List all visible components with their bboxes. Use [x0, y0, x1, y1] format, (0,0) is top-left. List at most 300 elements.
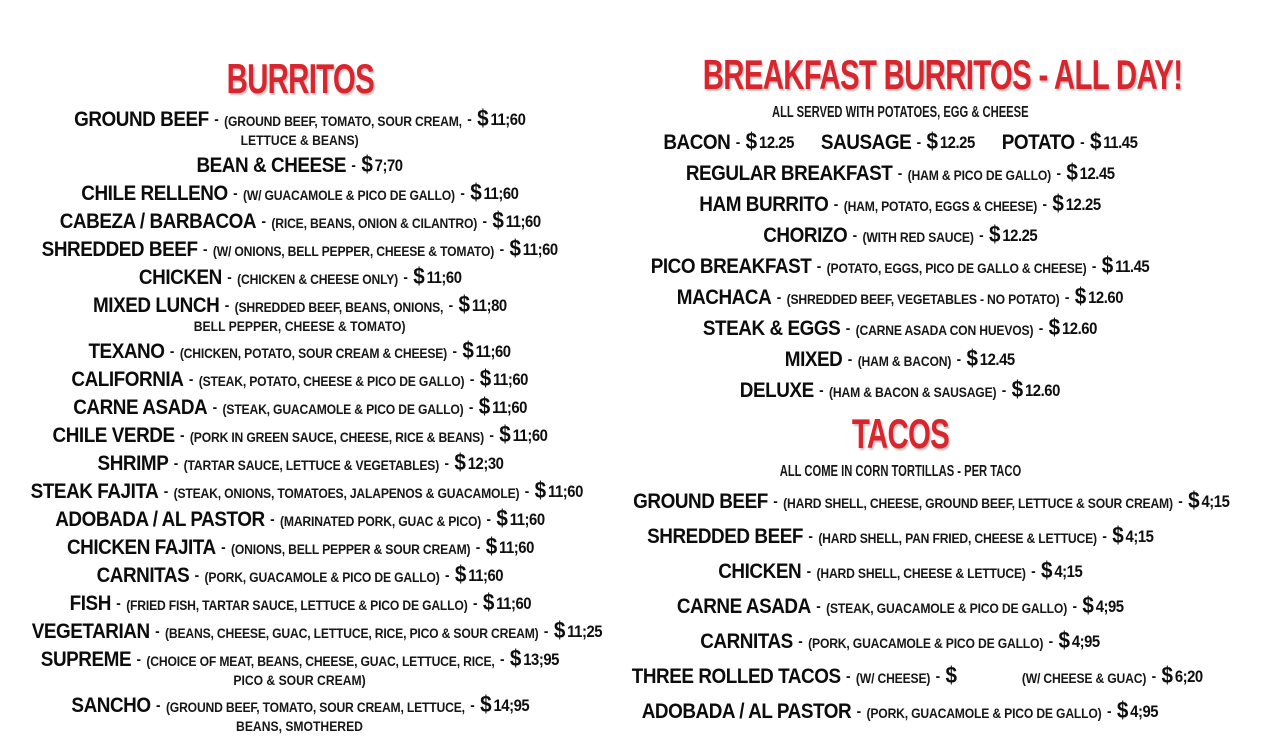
item-name: ADOBADA / AL PASTOR — [55, 508, 265, 531]
separator-dash: - — [448, 297, 454, 314]
menu-item — [600, 283, 1200, 310]
separator-dash: - — [170, 343, 175, 360]
separator-dash: - — [224, 297, 230, 314]
item-price: 14;95 — [493, 697, 529, 715]
separator-dash: - — [460, 185, 465, 202]
menu-item — [600, 487, 1230, 514]
item-price: 4;95 — [1095, 598, 1124, 616]
item-name: HAM BURRITO — [699, 193, 829, 216]
item-price-block — [510, 645, 560, 671]
item-description: (HAM & PICO DE GALLO) — [907, 168, 1051, 183]
separator-dash: - — [220, 539, 226, 556]
item-price-block — [509, 235, 559, 261]
item-description-continuation — [0, 318, 600, 336]
separator-dash: - — [270, 511, 275, 528]
separator-dash: - — [472, 595, 478, 612]
menu-item-line — [81, 179, 519, 206]
item-price-block — [1058, 627, 1100, 653]
dollar-sign: $ — [510, 645, 522, 671]
dollar-sign: $ — [1066, 159, 1078, 185]
item-price: 11;60 — [426, 269, 462, 287]
menu-item — [0, 477, 600, 504]
separator-dash: - — [203, 241, 208, 258]
separator-dash: - — [351, 157, 357, 174]
separator-dash: - — [475, 539, 480, 556]
item-description: (PORK, GUACAMOLE & PICO DE GALLO) — [204, 570, 440, 585]
item-name: GROUND BEEF — [633, 490, 768, 513]
menu-item — [600, 376, 1200, 403]
dollar-sign: $ — [745, 128, 757, 154]
item-price-block — [553, 617, 603, 643]
item-description: (STEAK, ONIONS, TOMATOES, JALAPENOS & GUACAMOLE) — [173, 486, 520, 501]
dollar-sign: $ — [478, 393, 491, 419]
item-description-continuation-text: LETTUCE & BEANS) — [240, 133, 360, 148]
dollar-sign: $ — [453, 449, 466, 475]
item-description: (RICE, BEANS, ONION & CILANTRO) — [271, 216, 477, 231]
item-price-block — [966, 345, 1015, 371]
item-price: 11;60 — [490, 111, 526, 129]
separator-dash: - — [227, 269, 232, 286]
menu-item-line — [676, 592, 1124, 619]
item-price: 11;25 — [567, 623, 603, 641]
item-description: (PORK IN GREEN SAUCE, CHEESE, RICE & BEANS) — [189, 430, 484, 445]
dollar-sign: $ — [553, 617, 566, 643]
item-price: 11;60 — [547, 483, 583, 501]
menu-item — [600, 252, 1200, 279]
separator-dash: - — [173, 455, 178, 472]
separator-dash: - — [816, 598, 821, 615]
dollar-sign: $ — [1048, 314, 1061, 340]
item-name: REGULAR BREAKFAST — [685, 162, 893, 185]
separator-dash: - — [1178, 493, 1183, 510]
menu-item — [600, 592, 1200, 619]
item-description: (SHREDDED BEEF, VEGETABLES - NO POTATO) — [786, 292, 1060, 307]
separator-dash: - — [1107, 703, 1112, 720]
separator-dash: - — [233, 185, 238, 202]
item-name: VEGETARIAN — [31, 620, 150, 643]
dollar-sign: $ — [1058, 627, 1071, 653]
dollar-sign: $ — [499, 421, 511, 447]
breakfast-and-tacos-column — [600, 0, 1230, 723]
separator-dash: - — [773, 493, 778, 510]
separator-dash: - — [486, 511, 492, 528]
separator-dash: - — [956, 351, 962, 368]
item-price: 4;15 — [1125, 528, 1154, 546]
separator-dash: - — [489, 427, 494, 444]
item-description: (HAM, POTATO, EGGS & CHEESE) — [843, 199, 1038, 214]
item-name: ADOBADA / AL PASTOR — [641, 700, 852, 723]
menu-item — [0, 617, 603, 644]
item-name: PICO BREAKFAST — [650, 255, 812, 278]
item-description-continuation-text: BELL PEPPER, CHEESE & TOMATO) — [194, 319, 406, 334]
separator-dash: - — [935, 668, 941, 685]
item-price: 11;60 — [476, 343, 512, 361]
item-price-block — [1101, 252, 1150, 278]
item-price-block — [1188, 487, 1230, 513]
item-price-block — [478, 393, 527, 419]
menu-item — [0, 449, 600, 476]
item-description-continuation — [0, 672, 600, 690]
item-description: (ONIONS, BELL PEPPER & SOUR CREAM) — [230, 542, 470, 557]
item-name: CHICKEN — [717, 560, 801, 583]
menu-item — [600, 557, 1200, 584]
separator-dash: - — [443, 455, 449, 472]
item-description: (FRIED FISH, TARTAR SAUCE, LETTUCE & PICO DE GALLO) — [125, 598, 468, 613]
item-description: (HARD SHELL, CHEESE & LETTUCE) — [816, 566, 1026, 581]
item-price-block — [470, 179, 519, 205]
burritos-section-title: BURRITOS — [226, 55, 374, 102]
dollar-sign: $ — [1089, 128, 1102, 154]
dollar-sign: $ — [1040, 557, 1053, 583]
separator-dash: - — [524, 483, 530, 500]
menu-item-line — [649, 128, 1150, 155]
item-name: CARNITAS — [96, 564, 190, 587]
item-price-block — [413, 263, 462, 289]
menu-item-line — [74, 105, 526, 132]
item-price: 11;60 — [483, 185, 519, 203]
dollar-sign: $ — [509, 235, 522, 261]
item-name: MACHACA — [676, 286, 772, 309]
item-price-block — [1074, 283, 1124, 309]
menu-item — [0, 291, 600, 336]
separator-dash: - — [833, 196, 839, 213]
separator-dash: - — [1102, 528, 1107, 545]
menu-item — [0, 235, 600, 262]
item-price-block — [361, 151, 404, 177]
item-price: 11;60 — [505, 213, 541, 231]
separator-dash: - — [470, 371, 475, 388]
item-price-block — [477, 105, 526, 131]
dollar-sign: $ — [1101, 252, 1114, 278]
separator-dash: - — [845, 320, 851, 337]
separator-dash: - — [403, 269, 408, 286]
item-price-block — [479, 691, 529, 717]
separator-dash: - — [180, 427, 185, 444]
menu-item-line — [631, 662, 1203, 689]
inline-menu-item — [662, 128, 794, 154]
item-name: STEAK & EGGS — [702, 317, 841, 340]
menu-item — [0, 393, 600, 420]
separator-dash: - — [452, 343, 458, 360]
item-price-block — [745, 128, 794, 154]
dollar-sign: $ — [479, 691, 492, 717]
item-price-block — [496, 505, 545, 531]
item-price: 11;80 — [471, 297, 507, 315]
menu-item — [0, 151, 600, 178]
menu-item-line — [31, 617, 603, 644]
item-price: 12.60 — [1088, 289, 1124, 307]
item-description: (W/ GUACAMOLE & PICO DE GALLO) — [243, 188, 456, 203]
item-name: SAUSAGE — [820, 131, 911, 154]
item-price: 7;70 — [375, 157, 404, 175]
menu-item-line — [41, 235, 559, 262]
item-price: 12.25 — [1002, 227, 1038, 245]
item-price-block — [1011, 376, 1061, 402]
dollar-sign: $ — [1011, 376, 1024, 402]
menu-item — [0, 533, 600, 560]
item-price-block — [1161, 662, 1203, 688]
item-price: 11;60 — [468, 567, 504, 585]
item-description: (CHOICE OF MEAT, BEANS, CHEESE, GUAC, LETTUCE, RICE, — [146, 654, 495, 669]
item-name: CARNE ASADA — [73, 396, 208, 419]
menu-item — [0, 505, 600, 532]
item-price: 6;20 — [1174, 668, 1203, 686]
item-name: DELUXE — [739, 379, 814, 402]
separator-dash: - — [469, 697, 475, 714]
burritos-title-row — [0, 55, 600, 102]
item-description: (PORK, GUACAMOLE & PICO DE GALLO) — [808, 636, 1044, 651]
separator-dash: - — [499, 241, 505, 258]
item-price-block — [1089, 128, 1138, 154]
item-name: SHREDDED BEEF — [646, 525, 803, 548]
dollar-sign: $ — [966, 345, 979, 371]
separator-dash: - — [897, 165, 903, 182]
separator-dash: - — [115, 595, 121, 612]
menu-item — [600, 221, 1200, 248]
item-name: SUPREME — [40, 648, 132, 671]
item-description: (GROUND BEEF, TOMATO, SOUR CREAM, — [224, 114, 463, 129]
item-price-block — [480, 365, 529, 391]
item-name: CHILE VERDE — [52, 424, 175, 447]
menu-item-line — [646, 522, 1154, 549]
item-name: CHILE RELLENO — [81, 182, 228, 205]
separator-dash: - — [1151, 668, 1157, 685]
menu-item-line — [196, 151, 404, 178]
tacos-title-row — [600, 410, 1200, 457]
separator-dash: - — [978, 227, 984, 244]
separator-dash: - — [1048, 633, 1054, 650]
dollar-sign: $ — [1116, 697, 1129, 723]
separator-dash: - — [816, 258, 822, 275]
separator-dash: - — [163, 483, 169, 500]
item-description: (HAM & BACON & SAUSAGE) — [829, 385, 997, 400]
item-description: (MARINATED PORK, GUAC & PICO) — [280, 514, 482, 529]
separator-dash: - — [543, 623, 549, 640]
item-price: 11.45 — [1102, 134, 1138, 152]
item-price: 4;95 — [1130, 703, 1159, 721]
burritos-items-list — [0, 105, 603, 736]
separator-dash: - — [808, 528, 813, 545]
separator-dash: - — [1056, 165, 1061, 182]
dollar-sign: $ — [1111, 522, 1124, 548]
item-name: SHRIMP — [97, 452, 168, 475]
menu-item — [600, 662, 1203, 689]
item-name: MIXED LUNCH — [93, 294, 220, 317]
item-description-continuation — [0, 718, 600, 736]
item-name: SHREDDED BEEF — [41, 238, 198, 261]
item-price: 11;60 — [495, 595, 531, 613]
item-description: (CHICKEN & CHEESE ONLY) — [236, 272, 398, 287]
dollar-sign: $ — [1161, 662, 1174, 688]
tacos-section-subtitle: ALL COME IN CORN TORTILLAS - PER TACO — [779, 463, 1021, 480]
item-name: THREE ROLLED TACOS — [631, 665, 841, 688]
item-description-continuation — [0, 132, 600, 150]
item-price: 11;60 — [491, 399, 527, 417]
item-price-block — [1111, 522, 1154, 548]
dollar-sign: $ — [1052, 190, 1064, 216]
dollar-sign: $ — [361, 151, 374, 177]
item-price: 11;60 — [512, 427, 548, 445]
item-price: 12.60 — [1025, 382, 1061, 400]
item-description: (STEAK, GUACAMOLE & PICO DE GALLO) — [825, 601, 1067, 616]
item-price-block — [1040, 557, 1083, 583]
menu-item-line — [71, 365, 529, 392]
dollar-sign: $ — [470, 179, 482, 205]
tacos-section-title: TACOS — [851, 410, 949, 457]
item-price-block — [485, 533, 534, 559]
dollar-sign: $ — [945, 662, 958, 688]
item-price-block — [926, 128, 975, 154]
dollar-sign: $ — [458, 291, 471, 317]
item-price-block — [458, 291, 507, 317]
separator-dash: - — [846, 668, 851, 685]
item-description: (CARNE ASADA CON HUEVOS) — [855, 323, 1034, 338]
separator-dash: - — [482, 213, 487, 230]
separator-dash: - — [806, 563, 811, 580]
menu-item — [0, 207, 600, 234]
menu-item-line — [88, 337, 512, 364]
dollar-sign: $ — [462, 337, 475, 363]
item-name: CALIFORNIA — [71, 368, 184, 391]
item-price: 11.45 — [1115, 258, 1150, 276]
menu-item — [0, 589, 600, 616]
menu-item-line — [30, 477, 583, 504]
separator-dash: - — [1079, 134, 1085, 151]
item-price-block — [1048, 314, 1097, 340]
breakfast-section-title: BREAKFAST BURRITOS - ALL DAY! — [702, 51, 1183, 98]
item-price-block — [482, 589, 531, 615]
inline-menu-item — [1001, 128, 1138, 154]
tacos-subtitle-row — [600, 463, 1200, 481]
menu-item-line — [762, 221, 1038, 248]
menu-item — [600, 190, 1200, 217]
item-description: (GROUND BEEF, TOMATO, SOUR CREAM, LETTUCE, — [165, 700, 465, 715]
item-name: BEAN & CHEESE — [196, 154, 347, 177]
dollar-sign: $ — [534, 477, 547, 503]
menu-item-line — [702, 314, 1097, 341]
item-name: CHORIZO — [762, 224, 847, 247]
item-price: 11;60 — [509, 511, 545, 529]
menu-item — [0, 105, 600, 150]
section-tacos — [600, 410, 1230, 724]
item-description-alt: (W/ CHEESE & GUAC) — [1021, 671, 1147, 686]
separator-dash: - — [852, 227, 857, 244]
dollar-sign: $ — [485, 533, 497, 559]
dollar-sign: $ — [477, 105, 489, 131]
separator-dash: - — [856, 703, 862, 720]
separator-dash: - — [916, 134, 921, 151]
menu-item-line — [66, 533, 534, 560]
menu-item-line — [676, 283, 1124, 310]
item-description-continuation-text: BEANS, SMOTHERED — [236, 719, 364, 734]
dollar-sign: $ — [455, 561, 467, 587]
separator-dash: - — [155, 623, 160, 640]
separator-dash: - — [848, 351, 853, 368]
menu-item-line — [717, 557, 1083, 584]
separator-dash: - — [735, 134, 740, 151]
menu-item — [600, 159, 1200, 186]
item-price: 12.45 — [1079, 165, 1115, 183]
item-description-continuation-text: PICO & SOUR CREAM) — [233, 673, 367, 688]
menu-item-line — [739, 376, 1061, 403]
menu-item — [0, 421, 600, 448]
item-name: SANCHO — [71, 694, 151, 717]
menu-item-line — [71, 691, 529, 718]
burritos-column — [0, 0, 603, 734]
menu-item-line — [40, 645, 560, 672]
breakfast-section-subtitle: ALL SERVED WITH POTATOES, EGG & CHEESE — [771, 104, 1029, 121]
item-price-block — [1052, 190, 1101, 216]
separator-dash: - — [819, 382, 824, 399]
separator-dash: - — [798, 633, 803, 650]
item-price-block — [945, 662, 959, 688]
dollar-sign: $ — [492, 207, 504, 233]
inline-menu-item — [820, 128, 975, 154]
item-price-block — [453, 449, 503, 475]
item-name: FISH — [69, 592, 111, 615]
item-price: 12;30 — [467, 455, 503, 473]
separator-dash: - — [214, 111, 219, 128]
item-description: (POTATO, EGGS, PICO DE GALLO & CHEESE) — [826, 261, 1087, 276]
menu-item-line — [700, 627, 1100, 654]
menu-item — [600, 314, 1200, 341]
item-name: CHICKEN — [138, 266, 222, 289]
item-description: (W/ CHEESE) — [855, 671, 931, 686]
item-description: (HARD SHELL, PAN FRIED, CHEESE & LETTUCE) — [818, 531, 1097, 546]
menu-item-line — [633, 487, 1230, 514]
menu-item-line — [69, 589, 531, 616]
menu-item-line — [699, 190, 1101, 217]
item-price-block — [492, 207, 541, 233]
item-price: 4;95 — [1071, 633, 1100, 651]
item-price: 12.45 — [980, 351, 1015, 369]
menu-item — [0, 365, 600, 392]
separator-dash: - — [468, 399, 474, 416]
separator-dash: - — [500, 651, 505, 668]
item-name: STEAK FAJITA — [30, 480, 159, 503]
item-price: 12.25 — [1065, 196, 1101, 214]
menu-item-line — [93, 291, 507, 318]
menu-item — [600, 697, 1200, 724]
item-price-block — [499, 421, 548, 447]
breakfast-title-row — [600, 51, 1200, 98]
menu-item-line — [641, 697, 1159, 724]
item-price-block — [1116, 697, 1159, 723]
menu-item — [600, 345, 1200, 372]
menu-item — [0, 179, 600, 206]
item-price-block — [534, 477, 583, 503]
tacos-items-list — [600, 487, 1230, 724]
separator-dash: - — [1042, 196, 1048, 213]
item-name: POTATO — [1001, 131, 1075, 154]
item-price-block — [1082, 592, 1124, 618]
item-description: (WITH RED SAUCE) — [862, 230, 974, 245]
item-price-block — [462, 337, 512, 363]
menu-item-line — [59, 207, 541, 234]
menu-item-line — [685, 159, 1115, 186]
item-price: 4;15 — [1054, 563, 1083, 581]
section-breakfast-burritos — [600, 51, 1200, 403]
breakfast-subtitle-row — [600, 104, 1200, 122]
dollar-sign: $ — [926, 128, 938, 154]
menu-item — [600, 627, 1200, 654]
item-name: CABEZA / BARBACOA — [59, 210, 256, 233]
item-description: (PORK, GUACAMOLE & PICO DE GALLO) — [866, 706, 1102, 721]
item-name: BACON — [662, 131, 731, 154]
item-price: 13;95 — [523, 651, 560, 669]
item-price-block — [1066, 159, 1115, 185]
separator-dash: - — [194, 567, 200, 584]
